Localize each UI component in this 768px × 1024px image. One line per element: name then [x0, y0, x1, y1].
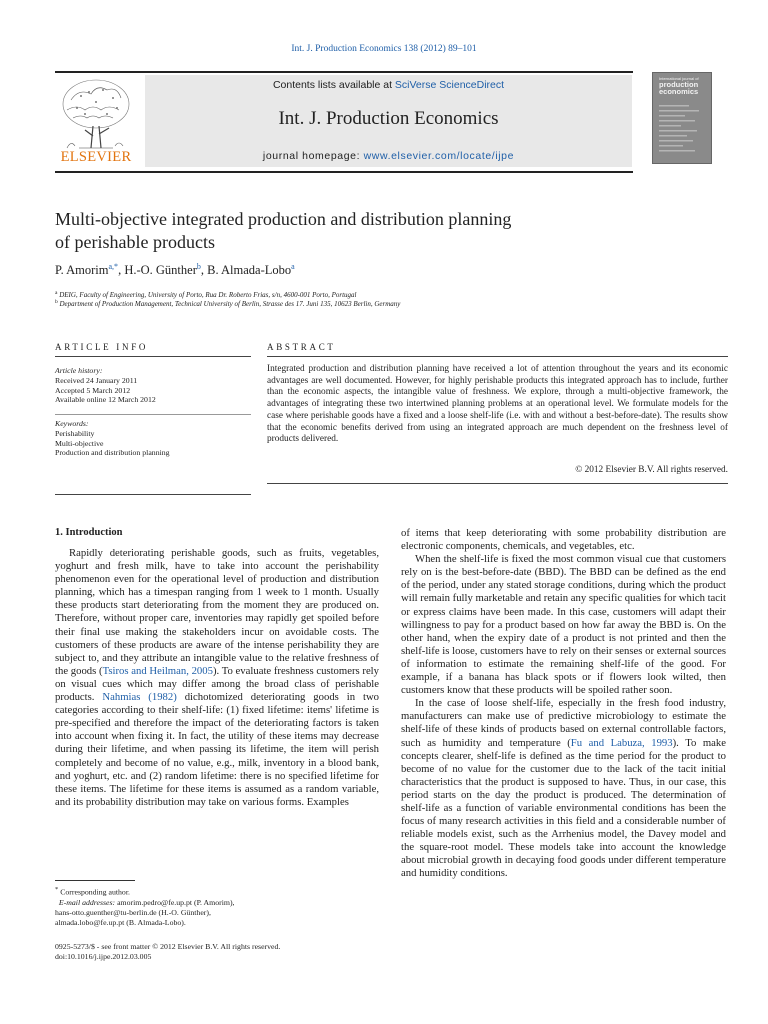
author-affiliation-mark[interactable]: b — [196, 262, 201, 271]
journal-title: Int. J. Production Economics — [278, 108, 499, 129]
footnote-rule — [55, 880, 135, 881]
corresponding-author-note: * Corresponding author. — [55, 886, 130, 897]
body-column-right — [401, 527, 726, 881]
body-paragraph — [55, 547, 379, 809]
article-history — [55, 366, 251, 405]
homepage-prefix: journal homepage: — [262, 150, 364, 162]
citation-link[interactable]: Fu and Labuza, 1993 — [570, 736, 673, 749]
contents-prefix: Contents lists available at — [272, 79, 395, 91]
body-paragraph: When the shelf-life is fixed the most common visual cue that customers rely on is the best-before-date (BBD). The BBD can be defined as the end of the period, under any stated storage conditions, during which the product will remain fully marketable and retain any specific qualities for which tacit or express claims have been made. In this case, customers will adapt their willingness to pay for a product based on how far away the BBD is. On the other hand, when the expiry date of a product is not printed and then the shelf-life is loose, customers have to rely on their senses or external sources of information to estimate the remaining shelf-life of the good. For example, if a banana has black spots or if flowers look wilted, then customers know that these products will be spoiled rather soon. — [401, 553, 726, 697]
author-separator: , — [118, 263, 125, 277]
abstract-copyright: © 2012 Elsevier B.V. All rights reserved. — [575, 465, 728, 475]
journal-citation[interactable]: Int. J. Production Economics 138 (2012) 89–101 — [291, 44, 477, 54]
affiliation-text: DEIG, Faculty of Engineering, University of Porto, Rua Dr. Roberto Frias, s/n, 4600-001 Porto, Portugal — [59, 291, 357, 299]
contents-availability — [145, 79, 632, 91]
body-paragraph: of items that keep deteriorating with some probability distribution are electronic components, chemicals, and vegetables, etc. — [401, 527, 726, 553]
affiliation-mark: a — [55, 290, 58, 296]
paragraph-text: ). To evaluate freshness customers rely on visual cues which may differ among the broad class of perishable products. — [55, 664, 379, 704]
footnote — [55, 885, 385, 928]
affiliation-mark: b — [55, 299, 58, 305]
author-affiliation-mark[interactable]: a,* — [108, 262, 119, 271]
cover-title: production economics — [659, 80, 699, 96]
masthead-bottom-rule — [55, 171, 633, 173]
front-matter-info — [55, 942, 385, 962]
body-paragraph — [401, 697, 726, 880]
cover-subtitle: International journal of — [659, 76, 699, 81]
keywords-rule — [55, 414, 251, 415]
paragraph-text: Rapidly deteriorating perishable goods, such as fruits, vegetables, yoghurt and fresh milk, have to take into account the perishability phenomenon even for the operational level of production and distribution planning, which has a timespan ranging from 1 week to 1 month. Usually these products start deteriorating from the moment they are produced on. Therefore, without proper care, inventories may rapidly get spoiled before their final use making the stakeholders incur on avoidable costs. The customers of these products are aware of the intense perishability they are subject to, and they attribute an intangible value to the relative freshness of the goods ( — [55, 547, 379, 677]
publisher-logo-text: ELSEVIER — [60, 149, 132, 165]
email-addresses — [55, 898, 385, 908]
citation-link[interactable]: Nahmias (1982) — [102, 691, 177, 704]
email-link[interactable]: amorim.pedro@fe.up.pt (P. Amorim), — [117, 897, 235, 907]
paragraph-text: ). To make concepts clearer, shelf-life is defined as the time period for the product to become of no value for the customer due to the lack of the tacit initial characteristics that the product is supposed to have. Thus, in our case, this period starts on the day the product is produced. The determination of shelf-life as a function of variable environmental conditions has been the focus of many research activities in this field and a considerable number of reliable models exist, such as the Arrhenius model, the Davey model and the square-root model. These models take into account the knowledge about microbial growth in decaying food goods under different temperature and humidity conditions. — [401, 736, 727, 880]
journal-cover-thumbnail[interactable] — [652, 72, 712, 164]
author-separator: , — [200, 263, 208, 277]
keywords-heading: Keywords: — [55, 419, 89, 428]
corresponding-text: Corresponding author. — [60, 887, 130, 897]
issn-line: 0925-5273/$ - see front matter © 2012 Elsevier B.V. All rights reserved. — [55, 942, 281, 951]
email-link[interactable]: hans-otto.guenther@tu-berlin.de (H.-O. Günther), — [55, 907, 211, 917]
abstract-text: Integrated production and distribution planning have received a lot of attention throughout the years and its economic advantages are well documented. However, for highly perishable products this integrated approach has to include, further than the economic aspects, the intangible value of freshness. We explore, through a multi-objective framework, the advantages of integrating these two intertwined planning problems at an operational level. We formulate models for the case where perishable goods have a fixed and a loose shelf-life (i.e. with and without a best-before-date). The results show that the economic benefits derived from using an integrated approach are much dependent on the freshness level of products delivered. — [267, 364, 728, 445]
doi-link[interactable]: doi:10.1016/j.ijpe.2012.03.005 — [55, 952, 152, 961]
email-label: E-mail addresses: — [58, 897, 116, 907]
abstract-rule — [267, 356, 728, 357]
affiliation-a — [55, 290, 715, 299]
online-date: Available online 12 March 2012 — [55, 395, 156, 405]
author-affiliation-mark[interactable]: a — [291, 262, 295, 271]
journal-homepage — [145, 150, 632, 162]
paragraph-text: dichotomized deteriorating goods in two categories according to their shelf-life: (1) fixed lifetime: items' lifetime is pre-specified and therefore the impact of the deteriorating factors is taken into account when fixing it. In fact, the utility of these items may decrease during their lifetime, and when passing its lifetime, the item will perish completely and become of no value, e.g., milk, inventory in a blood bank, and yoghurt, etc. and (2) random lifetime: there is no specified lifetime for these items. The lifetime for these items is assumed as a random variable, and its probability distribution may take on various forms. Examples — [55, 691, 380, 808]
author-name: H.-O. Günther — [124, 263, 197, 277]
author-name: P. Amorim — [55, 263, 109, 277]
abstract-bottom-rule — [267, 483, 728, 484]
article-info-heading: ARTICLE INFO — [55, 342, 149, 352]
accepted-date: Accepted 5 March 2012 — [55, 385, 131, 395]
article-info-bottom-rule — [55, 494, 251, 495]
article-info-rule — [55, 356, 251, 357]
affiliation-b — [55, 299, 715, 308]
history-heading: Article history: — [55, 366, 103, 375]
author-name: B. Almada-Lobo — [207, 263, 292, 277]
abstract-heading: ABSTRACT — [267, 342, 336, 352]
masthead-top-rule — [55, 71, 633, 73]
email-link[interactable]: almada.lobo@fe.up.pt (B. Almada-Lobo). — [55, 917, 186, 927]
keyword-item[interactable]: Perishability — [55, 428, 95, 438]
keyword-item[interactable]: Production and distribution planning — [55, 448, 170, 458]
section-heading-introduction: 1. Introduction — [55, 527, 123, 538]
title-line-1: Multi-objective integrated production and distribution planning — [55, 209, 512, 229]
paragraph-text: In the case of loose shelf-life, especially in the fresh food industry, manufacturers can make use of predictive microbiology to estimate the shelf-life of these kinds of products based on external controllable factors, such as humidity and temperature ( — [401, 697, 726, 749]
keyword-item[interactable]: Multi-objective — [55, 438, 104, 448]
homepage-link[interactable]: www.elsevier.com/locate/ijpe — [363, 150, 515, 162]
title-line-2: of perishable products — [55, 232, 215, 252]
keywords-block — [55, 419, 251, 458]
article-title — [55, 208, 655, 254]
author-list — [55, 262, 295, 278]
cover-texture-icon — [659, 105, 707, 159]
body-column-left — [55, 547, 379, 809]
sciencedirect-link[interactable]: SciVerse ScienceDirect — [394, 79, 505, 91]
citation-link[interactable]: Tsiros and Heilman, 2005 — [102, 664, 213, 677]
affiliation-text: Department of Production Management, Technical University of Berlin, Strasse des 17. Juni 135, 10623 Berlin, Germany — [59, 300, 401, 308]
received-date: Received 24 January 2011 — [55, 375, 138, 385]
